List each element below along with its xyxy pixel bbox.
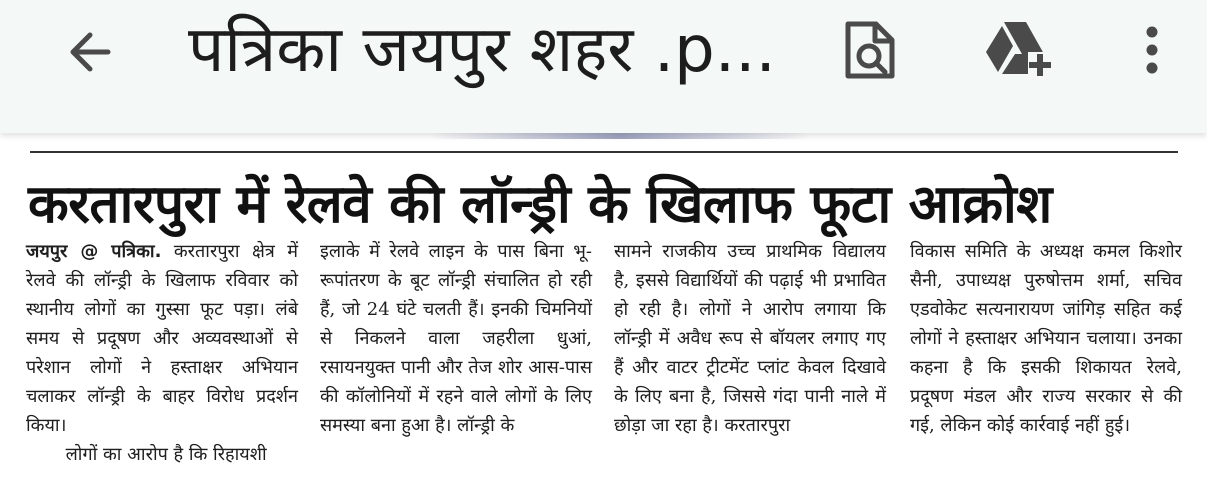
article-paragraph (26, 237, 298, 440)
dateline: जयपुर @ पत्रिका. (26, 241, 162, 262)
article-column-4 (910, 237, 1182, 440)
divider-line (30, 151, 1178, 153)
more-vert-icon (1128, 18, 1176, 82)
file-search-icon (838, 18, 902, 82)
drive-add-icon (982, 18, 1058, 82)
add-to-drive-button[interactable] (982, 18, 1046, 82)
article-headline: करतारपुरा में रेलवे की लॉन्ड्री के खिलाफ फूटा आक्रोश (28, 174, 1052, 235)
article-column-1 (26, 237, 298, 469)
app-bar (0, 0, 1207, 133)
article-column-3 (614, 237, 886, 440)
paragraph-text: करतारपुरा क्षेत्र में रेलवे की लॉन्ड्री के खिलाफ रविवार को स्थानीय लोगों का गुस्सा फूट पड़ा। लंबे समय से प्रदूषण और अव्यवस्थाओं से परेशान लोगों ने हस्ताक्षर अभियान चलाकर लॉन्ड्री के बाहर विरोध प्रदर्शन किया। (26, 241, 298, 436)
search-in-document-button[interactable] (838, 18, 902, 82)
page-edge-shadow (430, 133, 810, 139)
more-options-button[interactable] (1128, 18, 1176, 82)
article-paragraph: विकास समिति के अध्यक्ष कमल किशोर सैनी, उपाध्यक्ष पुरुषोत्तम शर्मा, सचिव एडवोकेट सत्यनारायण जांगिड़ सहित कई लोगों ने हस्ताक्षर अभियान चलाया। उनका कहना है कि इसकी शिकायत रेलवे, प्रदूषण मंडल और राज्य सरकार से की गई, लेकिन कोई कार्रवाई नहीं हुई। (910, 241, 1182, 436)
arrow-left-icon (60, 22, 120, 82)
back-button[interactable] (60, 22, 120, 82)
document-page (0, 133, 1207, 471)
article-paragraph: सामने राजकीय उच्च प्राथमिक विद्यालय है, इससे विद्यार्थियों की पढ़ाई भी प्रभावित हो रही है। लोगों ने आरोप लगाया कि लॉन्ड्री में अवैध रूप से बॉयलर लगाए गए हैं और वाटर ट्रीटमेंट प्लांट केवल दिखावे के लिए बना है, जिससे गंदा पानी नाले में छोड़ा जा रहा है। करतारपुरा (614, 241, 886, 436)
article-column-2 (320, 237, 592, 440)
document-title: पत्रिका जयपुर शहर .p... (188, 13, 776, 87)
article-paragraph: इलाके में रेलवे लाइन के पास बिना भू-रूपांतरण के बूट लॉन्ड्री संचालित हो रही हैं, जो 24 घंटे चलती हैं। इनकी चिमनियों से निकलने वाला जहरीला धुआं, रसायनयुक्त पानी और तेज शोर आस-पास की कॉलोनियों में रहने वाले लोगों के लिए समस्या बना हुआ है। लॉन्ड्री के (320, 241, 592, 436)
article-paragraph: लोगों का आरोप है कि रिहायशी (65, 444, 267, 465)
article-body (26, 237, 1186, 477)
